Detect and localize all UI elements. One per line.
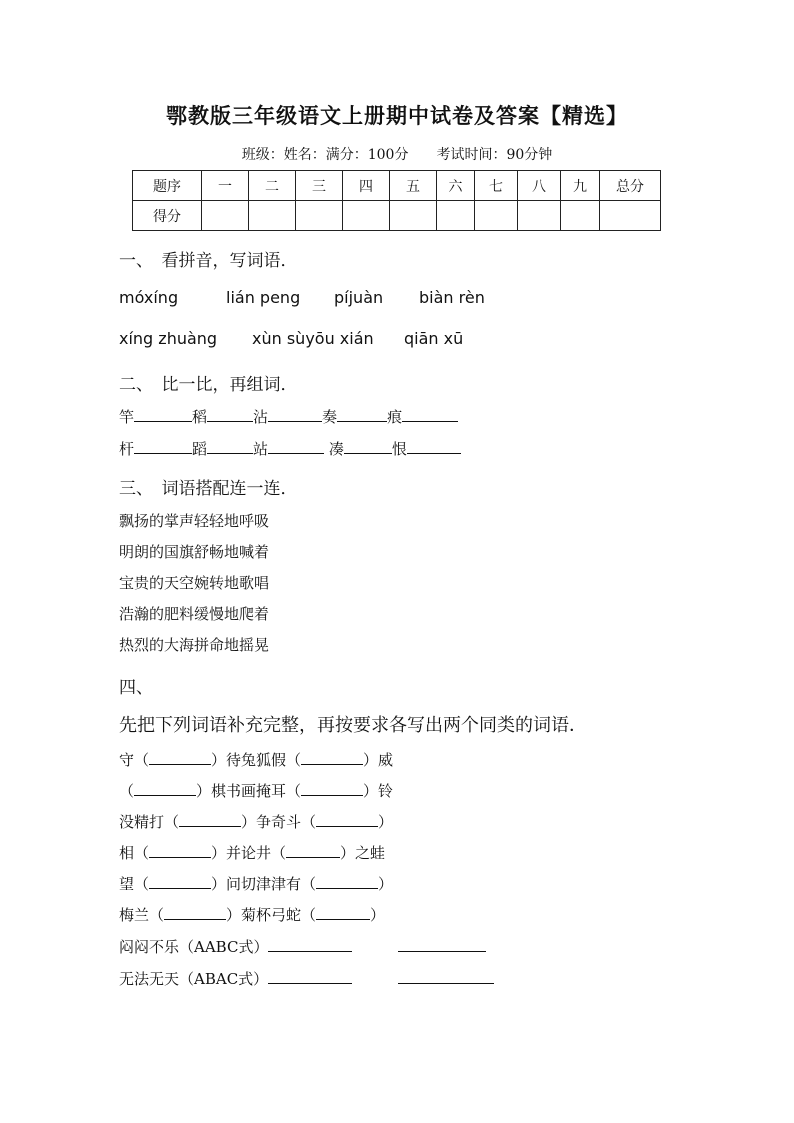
header-cell: 七 — [475, 171, 518, 201]
pattern-blank[interactable] — [268, 937, 352, 952]
section-4-instruction: 先把下列词语补充完整，再按要求各写出两个同类的词语． — [119, 715, 587, 736]
answer-blank[interactable] — [344, 439, 392, 454]
answer-blank[interactable] — [407, 439, 461, 454]
answer-blank[interactable] — [134, 407, 192, 422]
answer-blank[interactable] — [134, 439, 192, 454]
header-cell: 四 — [343, 171, 390, 201]
section-4-heading: 四、 — [119, 678, 153, 698]
idiom-text: ）威 — [363, 751, 394, 769]
pinyin-item: xíng zhuàng — [119, 329, 218, 348]
idiom-text: ） — [370, 906, 386, 924]
idiom-text: ）棋书画掩耳（ — [196, 782, 302, 800]
char: 恨 — [391, 440, 407, 458]
char: 沾 — [253, 408, 269, 426]
score-cell[interactable] — [390, 201, 437, 231]
score-row-label: 得分 — [133, 201, 202, 231]
idiom-text: ）问切津津有（ — [211, 875, 317, 893]
header-cell: 九 — [561, 171, 600, 201]
char: 稻 — [192, 408, 208, 426]
match-line: 热烈的大海拼命地摇晃 — [119, 636, 270, 654]
idiom-line — [119, 749, 393, 770]
idiom-blank[interactable] — [286, 843, 340, 858]
header-cell: 二 — [249, 171, 296, 201]
idiom-text: ）菊杯弓蛇（ — [226, 906, 317, 924]
score-cell[interactable] — [518, 201, 561, 231]
section-2-heading: 二、 比一比，再组词． — [119, 375, 298, 395]
score-cell[interactable] — [475, 201, 518, 231]
score-cell[interactable] — [249, 201, 296, 231]
header-cell: 一 — [202, 171, 249, 201]
idiom-line — [119, 842, 385, 863]
idiom-line — [119, 780, 393, 801]
section-3-heading: 三、 词语搭配连一连． — [119, 479, 298, 499]
idiom-text: ）铃 — [363, 782, 394, 800]
answer-blank[interactable] — [268, 439, 324, 454]
match-line: 宝贵的天空婉转地歌唱 — [119, 574, 270, 592]
score-table — [132, 170, 661, 231]
char: 痕 — [387, 408, 403, 426]
score-cell[interactable] — [343, 201, 390, 231]
score-cell[interactable] — [296, 201, 343, 231]
char: 蹈 — [192, 440, 208, 458]
pattern-example: 闷闷不乐（AABC式） — [119, 938, 269, 956]
section-1-heading: 一、 看拼音，写词语． — [119, 251, 298, 271]
pinyin-item: biàn rèn — [419, 288, 485, 307]
idiom-blank[interactable] — [316, 874, 378, 889]
idiom-blank[interactable] — [301, 750, 363, 765]
idiom-text: ）之蛙 — [340, 844, 386, 862]
idiom-blank[interactable] — [164, 905, 226, 920]
page-title: 鄂教版三年级语文上册期中试卷及答案【精选】 — [166, 103, 628, 128]
answer-blank[interactable] — [268, 407, 322, 422]
header-cell: 五 — [390, 171, 437, 201]
pinyin-item: lián peng — [226, 288, 301, 307]
idiom-text: ）待兔狐假（ — [211, 751, 302, 769]
idiom-text: 相（ — [119, 844, 150, 862]
pattern-line — [119, 968, 494, 989]
idiom-blank[interactable] — [301, 781, 363, 796]
match-line: 飘扬的掌声轻轻地呼吸 — [119, 512, 270, 530]
char: 竿 — [119, 408, 135, 426]
char: 站 — [253, 440, 269, 458]
header-cell: 总分 — [600, 171, 661, 201]
char: 凑 — [328, 440, 344, 458]
pattern-blank[interactable] — [268, 969, 352, 984]
idiom-blank[interactable] — [316, 812, 378, 827]
idiom-blank[interactable] — [316, 905, 370, 920]
match-line: 浩瀚的肥料缓慢地爬着 — [119, 605, 270, 623]
pinyin-item: móxíng — [119, 288, 179, 307]
score-cell[interactable] — [561, 201, 600, 231]
char: 杆 — [119, 440, 135, 458]
compare-row — [119, 438, 461, 459]
idiom-blank[interactable] — [179, 812, 241, 827]
idiom-text: （ — [119, 782, 135, 800]
header-cell: 六 — [437, 171, 475, 201]
score-header-row — [133, 171, 661, 201]
idiom-text: ）争奇斗（ — [241, 813, 317, 831]
idiom-blank[interactable] — [134, 781, 196, 796]
char: 奏 — [322, 408, 338, 426]
score-cell[interactable] — [600, 201, 661, 231]
pinyin-item: píjuàn — [334, 288, 384, 307]
idiom-line — [119, 811, 393, 832]
idiom-text: ） — [378, 813, 394, 831]
header-cell: 题序 — [133, 171, 202, 201]
pattern-line — [119, 936, 486, 957]
pinyin-item: xùn sùyōu xián — [252, 329, 374, 348]
idiom-text: 梅兰（ — [119, 906, 165, 924]
answer-blank[interactable] — [207, 407, 253, 422]
pattern-example: 无法无天（ABAC式） — [119, 970, 269, 988]
answer-blank[interactable] — [207, 439, 253, 454]
compare-row — [119, 406, 458, 427]
idiom-blank[interactable] — [149, 874, 211, 889]
score-cell[interactable] — [437, 201, 475, 231]
score-cell[interactable] — [202, 201, 249, 231]
idiom-blank[interactable] — [149, 750, 211, 765]
pattern-blank[interactable] — [398, 969, 494, 984]
idiom-text: 没精打（ — [119, 813, 180, 831]
answer-blank[interactable] — [402, 407, 458, 422]
idiom-text: ）并论井（ — [211, 844, 287, 862]
match-line: 明朗的国旗舒畅地喊着 — [119, 543, 270, 561]
answer-blank[interactable] — [337, 407, 387, 422]
idiom-line — [119, 873, 393, 894]
pattern-blank[interactable] — [398, 937, 486, 952]
score-value-row — [133, 201, 661, 231]
idiom-blank[interactable] — [149, 843, 211, 858]
pinyin-item: qiān xū — [404, 329, 464, 348]
header-cell: 八 — [518, 171, 561, 201]
idiom-text: ） — [378, 875, 394, 893]
idiom-line — [119, 904, 385, 925]
header-cell: 三 — [296, 171, 343, 201]
idiom-text: 望（ — [119, 875, 150, 893]
idiom-text: 守（ — [119, 751, 150, 769]
exam-info: 班级：姓名：满分：100分 考试时间：90分钟 — [241, 147, 553, 163]
